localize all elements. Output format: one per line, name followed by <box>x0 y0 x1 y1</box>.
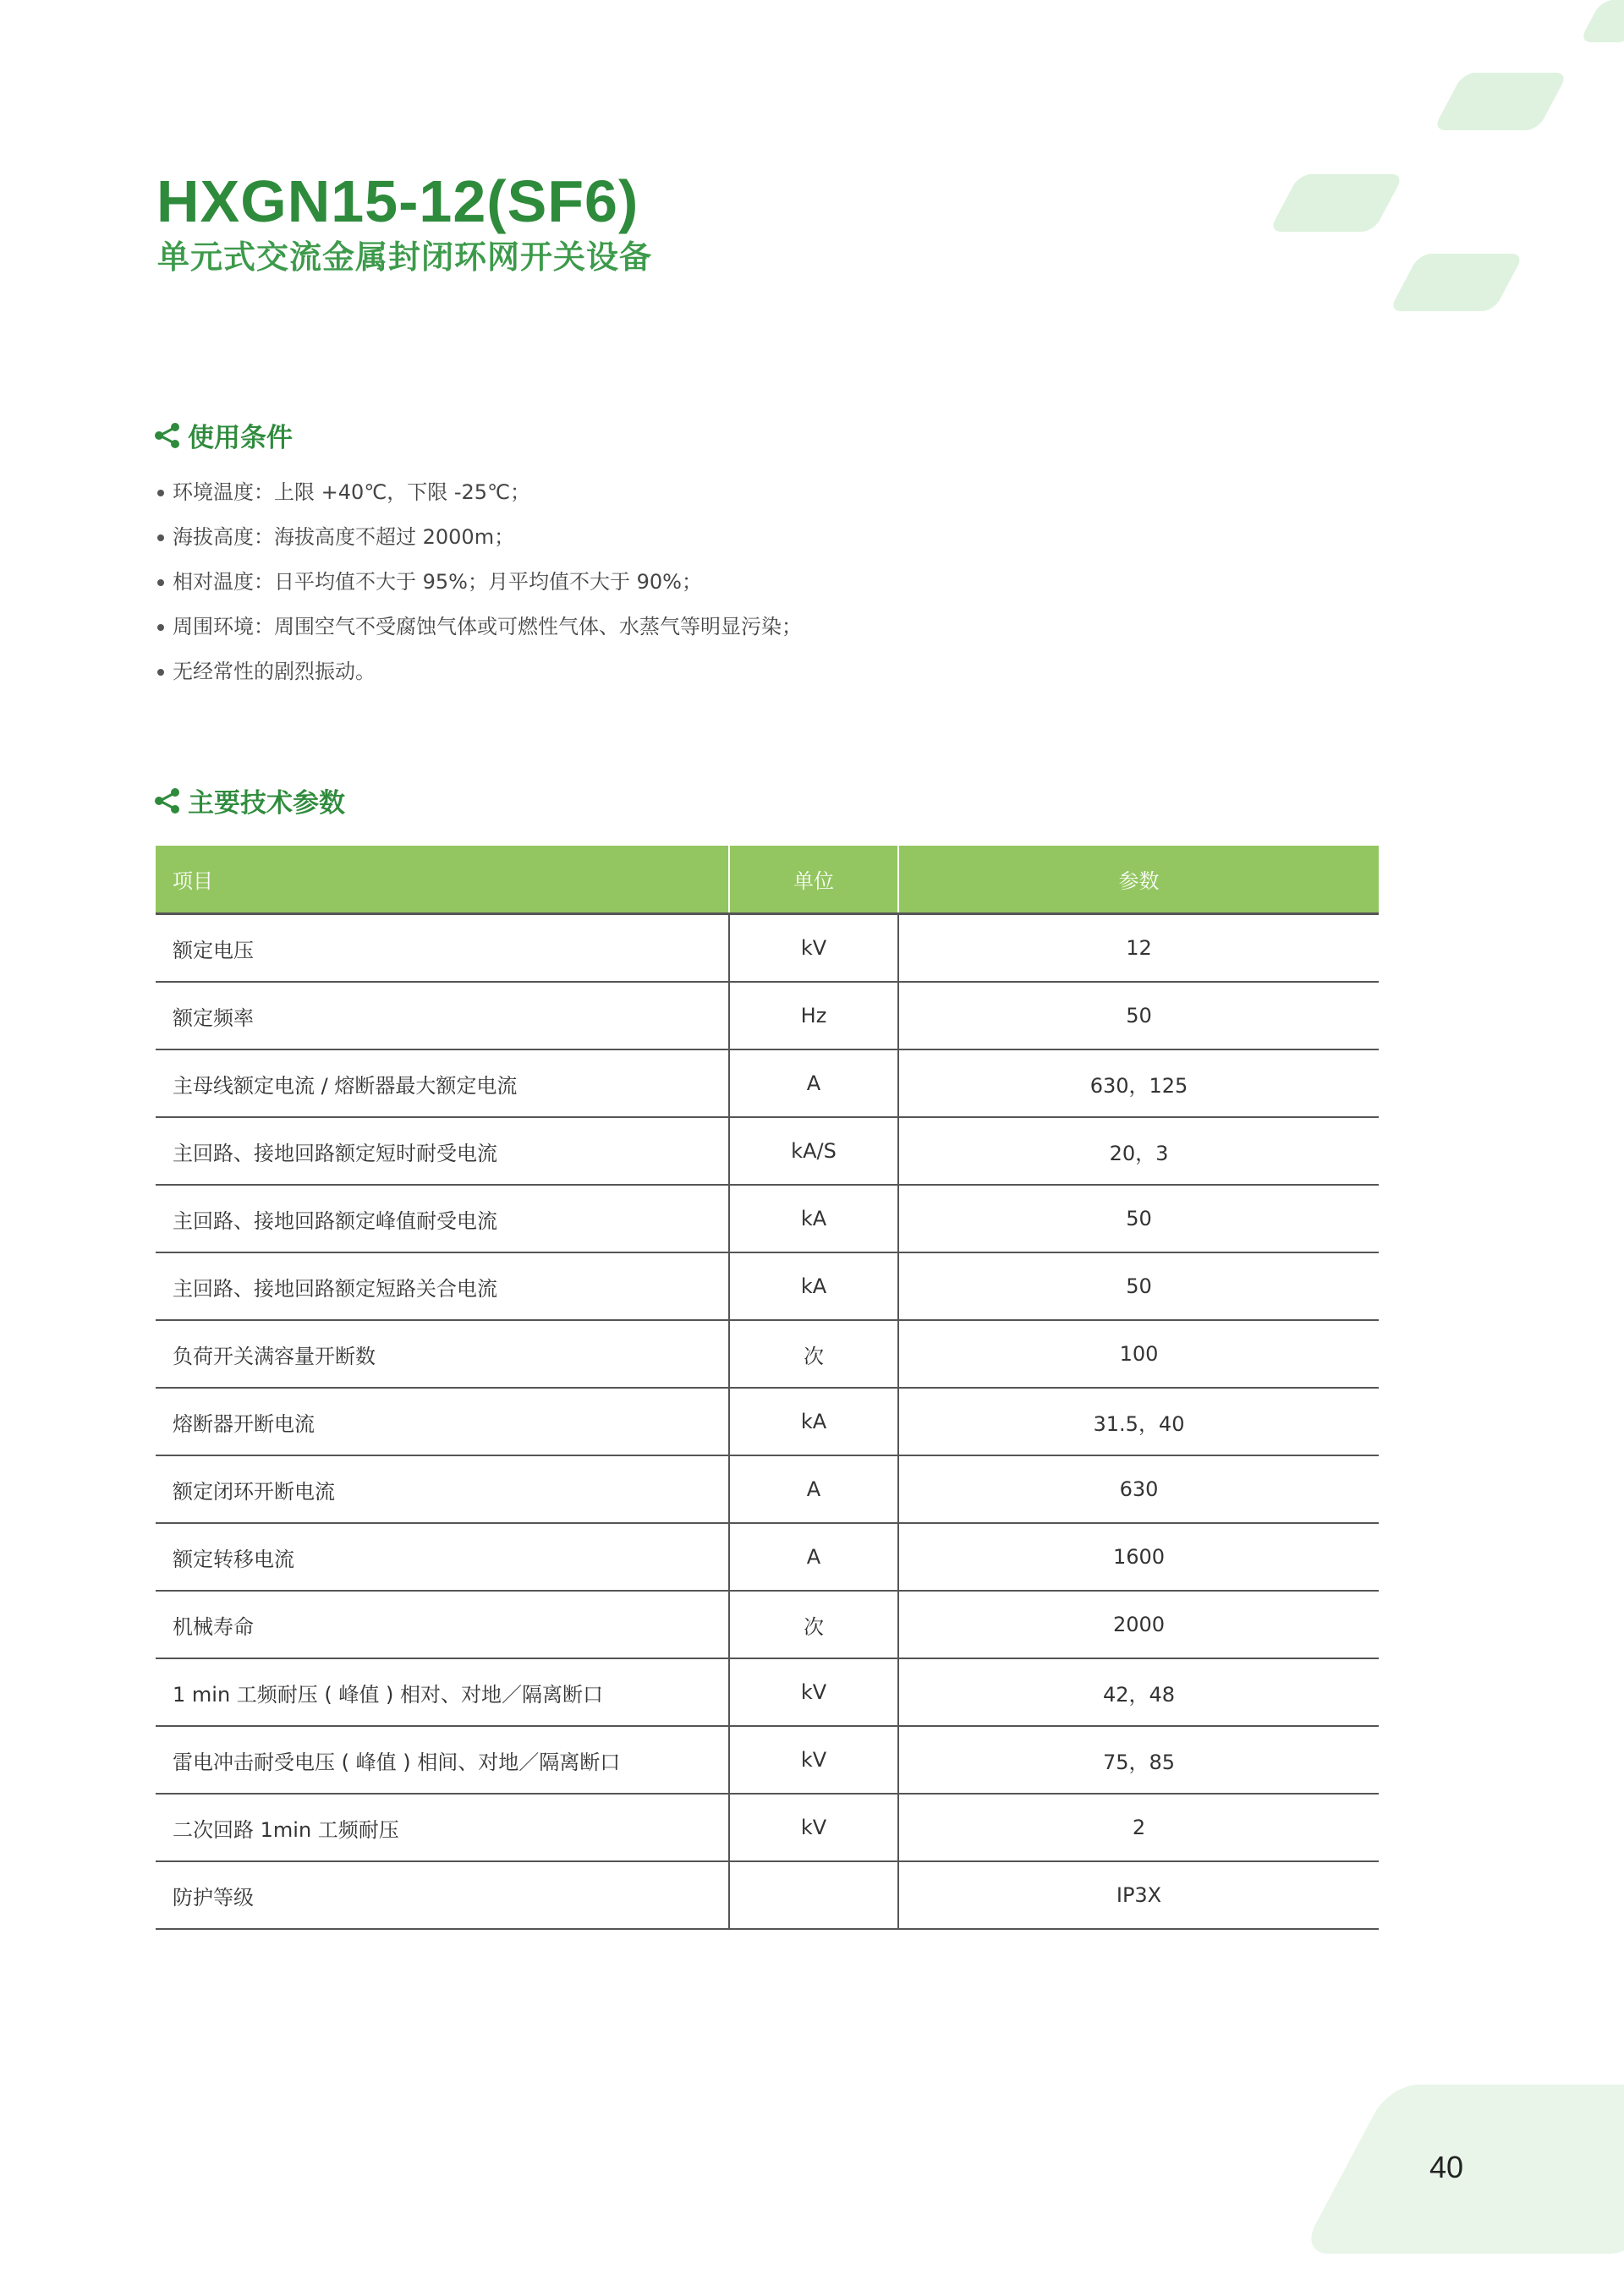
row-value: 31.5，40 <box>898 1388 1379 1455</box>
row-unit: A <box>729 1049 898 1117</box>
specs-heading-label: 主要技术参数 <box>188 788 345 819</box>
table-row <box>156 982 1379 1049</box>
product-title: HXGN15-12(SF6) <box>156 168 639 234</box>
column-header-value: 参数 <box>898 846 1379 914</box>
table-row <box>156 1320 1379 1388</box>
row-unit: 次 <box>729 1320 898 1388</box>
row-item: 二次回路 1min 工频耐压 <box>156 1794 729 1861</box>
specs-table <box>156 846 1379 1930</box>
bullet-icon <box>157 624 164 631</box>
row-value: 1600 <box>898 1523 1379 1591</box>
decorative-shape <box>1579 0 1624 42</box>
row-unit: kV <box>729 1726 898 1794</box>
row-value: 2000 <box>898 1591 1379 1658</box>
table-row <box>156 1388 1379 1455</box>
share-icon <box>152 420 183 451</box>
row-unit: kV <box>729 1794 898 1861</box>
row-value: 50 <box>898 1252 1379 1320</box>
row-item: 额定闭环开断电流 <box>156 1455 729 1523</box>
row-unit: kA <box>729 1185 898 1252</box>
row-item: 机械寿命 <box>156 1591 729 1658</box>
table-row <box>156 1185 1379 1252</box>
row-unit: kV <box>729 1658 898 1726</box>
row-value: IP3X <box>898 1861 1379 1929</box>
table-header-row <box>156 846 1379 914</box>
row-item: 主回路、接地回路额定短路关合电流 <box>156 1252 729 1320</box>
row-value: 75，85 <box>898 1726 1379 1794</box>
row-item: 熔断器开断电流 <box>156 1388 729 1455</box>
column-header-item: 项目 <box>156 846 729 914</box>
row-item: 雷电冲击耐受电压 ( 峰值 ) 相间、对地／隔离断口 <box>156 1726 729 1794</box>
row-unit: kA <box>729 1252 898 1320</box>
row-unit: A <box>729 1455 898 1523</box>
row-unit: 次 <box>729 1591 898 1658</box>
list-item: 相对温度：日平均值不大于 95%；月平均值不大于 90%； <box>157 560 802 605</box>
row-value: 50 <box>898 982 1379 1049</box>
row-value: 2 <box>898 1794 1379 1861</box>
row-unit: kA/S <box>729 1117 898 1185</box>
row-item: 额定频率 <box>156 982 729 1049</box>
row-item: 1 min 工频耐压 ( 峰值 ) 相对、对地／隔离断口 <box>156 1658 729 1726</box>
table-row <box>156 1523 1379 1591</box>
row-value: 20，3 <box>898 1117 1379 1185</box>
row-value: 630，125 <box>898 1049 1379 1117</box>
row-value: 100 <box>898 1320 1379 1388</box>
row-unit: kV <box>729 914 898 983</box>
page-number: 40 <box>1429 2150 1464 2184</box>
share-icon <box>152 786 183 816</box>
decorative-shape <box>1389 254 1524 311</box>
row-item: 负荷开关满容量开断数 <box>156 1320 729 1388</box>
table-row <box>156 1455 1379 1523</box>
table-row <box>156 1861 1379 1929</box>
bullet-icon <box>157 490 164 496</box>
row-unit: A <box>729 1523 898 1591</box>
row-value: 42，48 <box>898 1658 1379 1726</box>
row-unit <box>729 1861 898 1929</box>
row-item: 额定转移电流 <box>156 1523 729 1591</box>
list-item: 海拔高度：海拔高度不超过 2000m； <box>157 515 802 560</box>
row-value: 50 <box>898 1185 1379 1252</box>
row-item: 主回路、接地回路额定短时耐受电流 <box>156 1117 729 1185</box>
decorative-shape <box>1433 73 1568 130</box>
table-row <box>156 1049 1379 1117</box>
row-item: 主回路、接地回路额定峰值耐受电流 <box>156 1185 729 1252</box>
table-row <box>156 1658 1379 1726</box>
table-row <box>156 914 1379 983</box>
product-subtitle: 单元式交流金属封闭环网开关设备 <box>157 238 653 276</box>
row-unit: Hz <box>729 982 898 1049</box>
conditions-heading-label: 使用条件 <box>188 423 293 453</box>
bullet-icon <box>157 669 164 676</box>
table-row <box>156 1794 1379 1861</box>
list-item: 周围环境：周围空气不受腐蚀气体或可燃性气体、水蒸气等明显污染； <box>157 605 802 649</box>
list-item: 环境温度：上限 +40℃，下限 -25℃； <box>157 470 802 515</box>
row-value: 12 <box>898 914 1379 983</box>
table-row <box>156 1591 1379 1658</box>
row-item: 防护等级 <box>156 1861 729 1929</box>
row-unit: kA <box>729 1388 898 1455</box>
bullet-icon <box>157 579 164 586</box>
bullet-icon <box>157 534 164 541</box>
row-item: 额定电压 <box>156 914 729 983</box>
table-row <box>156 1726 1379 1794</box>
list-item: 无经常性的剧烈振动。 <box>157 649 802 694</box>
table-row <box>156 1252 1379 1320</box>
row-item: 主母线额定电流 / 熔断器最大额定电流 <box>156 1049 729 1117</box>
column-header-unit: 单位 <box>729 846 898 914</box>
conditions-heading <box>152 416 293 454</box>
decorative-shape <box>1269 174 1404 232</box>
row-value: 630 <box>898 1455 1379 1523</box>
table-row <box>156 1117 1379 1185</box>
specs-heading <box>152 781 345 819</box>
conditions-list <box>157 470 802 694</box>
